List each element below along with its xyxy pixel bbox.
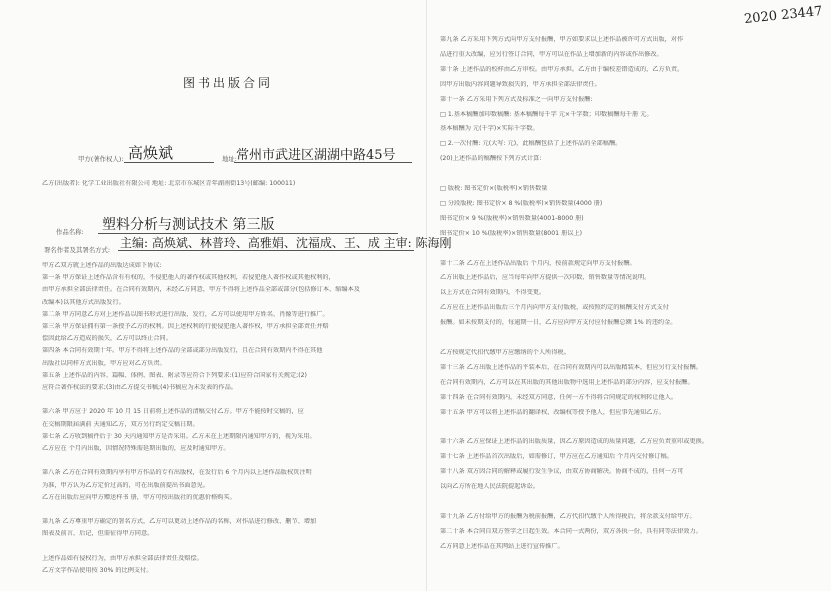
party-a-signature: 高焕斌 xyxy=(128,144,174,162)
paragraph-line: □ 版税: 图书定价×(版税率)×销售数量 xyxy=(440,185,548,192)
paragraph-line: 甲方乙双方就上述作品的出版达成如下协议: xyxy=(42,262,162,269)
paragraph-line: 第八条 乙方在合同有效期内享有甲方作品的专有出版权，在发行后 6 个月内以上述作品版权页注明 xyxy=(42,469,312,477)
paragraph-line: 第六条 甲方应于 2020 年 10 月 15 日前将上述作品的清稿交付乙方。甲方不能按时交稿的，应 xyxy=(42,408,304,416)
paragraph-line: 第十三条 乙方出版上述作品的平装本后，在合同有效期内可以出版精装本，但应另行支付报酬。 xyxy=(440,363,702,371)
paragraph-line: 第一条 甲方保证上述作品含有有权的，不侵犯他人的著作权或其他权利，若侵犯他人著作权或其他权利的， xyxy=(42,274,335,282)
paragraph-line: 第四条 本合同有效期十年。甲方不得将上述作品的全部或部分出版发行，且在合同有效期内不得在其他 xyxy=(42,347,323,355)
authors-underline xyxy=(118,250,414,251)
paragraph-line: 第十一条 乙方采用下列方式及标准之一向甲方支付报酬: xyxy=(440,95,593,103)
paragraph-line: 以向乙方所在地人民法院提起诉讼。 xyxy=(440,483,539,490)
paragraph-line: 基本稿酬为 元(千字)×实际千字数。 xyxy=(440,125,539,133)
paragraph-line: 报酬。如未按期支付的，每逾期一日，乙方应向甲方支付应付报酬总额 1% 的违约金。 xyxy=(440,319,677,327)
paragraph-line: □ 2.一次付酬: 元(大写: 元)，此稿酬包括了上述作品的全部稿酬。 xyxy=(440,140,622,148)
paragraph-line: 第五条 上述作品的内容、篇幅、体例、图表、附录等应符合下列要求:(1)应符合国家有关规定;(2) xyxy=(42,371,307,379)
paragraph-line: 第十条 上述作品的校样由乙方审校。由甲方承担。乙方由于编校差错造成的，乙方负责。 xyxy=(440,65,684,73)
paragraph-line: 为准，甲方认为乙方定价过高的，可在出版前提出书面意见。 xyxy=(42,481,210,489)
paragraph-line: 第九条 乙方尊重甲方确定的署名方式，乙方可以更动上述作品的名称，对作品进行修改、删节、增加 xyxy=(42,518,317,526)
paragraph-line: 偿因此给乙方造成的损失，乙方可以终止合同。 xyxy=(42,335,172,343)
paragraph-line: 应符合著作权法的要求;(3)由乙方提交书稿;(4)书稿应为未发表的作品。 xyxy=(42,384,237,391)
paragraph-line: 乙方同意上述作品在其网站上进行宣传推广。 xyxy=(440,542,564,550)
paragraph-line: 第十二条 乙方在上述作品出版后 个月内，按前款规定向甲方支付报酬。 xyxy=(440,259,636,267)
paragraph-line: 在交稿期限届满前 天通知乙方，双方另行约定交稿日期。 xyxy=(42,420,199,428)
party-a-address: 常州市武进区湖湖中路45号 xyxy=(236,148,396,163)
book-title: 塑料分析与测试技术 第三版 xyxy=(102,217,275,233)
paragraph-line: 图表及前言、后记，但需征得甲方同意。 xyxy=(42,530,154,538)
paragraph-line: 改编本)以其他方式出版发行。 xyxy=(42,298,125,306)
paragraph-line: 因甲方出版内容问题导致损失的，甲方承担全部法律责任。 xyxy=(440,80,601,88)
paragraph-line: 乙方应在 个月内出版，因情况特殊需延期出版的，应及时通知甲方。 xyxy=(42,445,230,452)
page-fold xyxy=(426,0,427,591)
book-title-label: 作品名称: xyxy=(56,228,84,236)
paragraph-line: 第十五条 甲方可以将上述作品的翻译权、改编权等授予他人，但应事先通知乙方。 xyxy=(440,408,665,416)
paragraph-line: 以上方式在合同有效期内，不得变更。 xyxy=(440,289,546,297)
paragraph-line: 第二十条 本合同自双方签字之日起生效。本合同一式两份，双方各执一份，具有同等法律效力。 xyxy=(440,527,702,535)
paragraph-line: 在合同有效期内，乙方可以在其出版的其他出版物中选用上述作品的部分内容，应支付报酬。 xyxy=(440,378,694,386)
paragraph-line: 第九条 乙方采用下列方式向甲方支付报酬，甲方如要求以上述作品被许可方式出版，对作 xyxy=(440,36,684,43)
paragraph-line: 由甲方承担全部法律责任。在合同有效期内，未经乙方同意，甲方不得将上述作品全部或部分(包括修订本、缩编本及 xyxy=(42,286,360,294)
paragraph-line: 乙方文字作品使用按 30% 的比例支付。 xyxy=(42,567,153,574)
paragraph-line: 第三条 甲方保证拥有第一条授予乙方的权利。因上述权利的行使侵犯他人著作权，甲方承担全部责任并赔 xyxy=(42,323,329,330)
document-number: 2020 23447 xyxy=(743,3,824,28)
contract-title: 图书出版合同 xyxy=(182,76,273,90)
paragraph-line: 第十六条 乙方应保证上述作品的出版质量，因乙方原因造成的质量问题，乙方应负责重印或更换。 xyxy=(440,438,709,446)
paragraph-line: 品进行重大改编，应另行签订合同，甲方可以在作品上增加新的内容或作出修改。 xyxy=(440,50,663,58)
paragraph-line: 乙方出版上述作品后，应当每年向甲方提供一次印数、销售数量等情况说明。 xyxy=(440,274,651,282)
paragraph-line: □ 1.基本稿酬加印数稿酬: 基本稿酬每千字 元×千字数；印数稿酬每千册 元。 xyxy=(440,110,653,118)
paragraph-line: 乙方按规定代扣代缴甲方应缴纳的个人所得税。 xyxy=(440,348,570,356)
authors-label: 署名作者及其署名方式: xyxy=(44,246,111,254)
paragraph-line: 第二条 甲方同意乙方对上述作品以图书形式进行出版、发行，乙方可以使用甲方姓名、肖像等进行推广。 xyxy=(42,310,329,318)
party-b-line: 乙方(出版者): 化学工业出版社有限公司 地址: 北京市东城区青年湖南街13号(邮编: 100011) xyxy=(42,180,296,187)
paragraph-line: 乙方在出版后应向甲方赠送样书 册，甲方可按出版社的优惠价格购买。 xyxy=(42,493,236,501)
authors: 主编: 高焕斌、林普玲、高雅娟、沈福成、王、成 主审: 陈海刚 xyxy=(120,236,452,250)
paragraph-line: 第十八条 双方因合同的解释或履行发生争议，由双方协商解决。协商不成的，任何一方可 xyxy=(440,468,684,476)
paragraph-line: 图书定价× 10 %(版税率)×销售数量(8001 册以上) xyxy=(440,229,583,237)
paragraph-line: 第十九条 乙方付给甲方的报酬为税前报酬，乙方代扣代缴个人所得税后，将余款支付给甲方。 xyxy=(440,512,696,520)
paragraph-line: 第十七条 上述作品首次出版后，如需修订，甲方应在乙方通知后 个月内交付修订稿。 xyxy=(440,453,673,461)
party-a-label: 甲方(著作权人): xyxy=(78,155,124,163)
paragraph-line: □ 分段版税: 图书定价× 8 %(版税率)×销售数量(4000 册) xyxy=(440,199,603,207)
paragraph-line: 图书定价× 9 %(版税率)×销售数量(4001-8000 册) xyxy=(440,214,584,222)
paragraph-line: 乙方应在上述作品出版后三个月内向甲方支付版税，或按照约定的稿酬支付方式支付 xyxy=(440,304,669,312)
party-a-address-underline xyxy=(234,162,412,163)
paragraph-line: 第十四条 在合同有效期内，未经双方同意，任何一方不得将合同规定的权利转让他人。 xyxy=(440,393,678,401)
paragraph-line: 出版社以同样方式出版，甲方应对乙方负责。 xyxy=(42,359,166,367)
party-a-address-label: 地址: xyxy=(222,155,237,163)
paragraph-line: 上述作品如有侵权行为，由甲方承担全部法律责任及赔偿。 xyxy=(42,554,203,562)
paragraph-line: 第七条 乙方收到稿件后于 30 天内通知甲方是否采用。乙方未在上述期限内通知甲方的，视为采用。 xyxy=(42,432,316,440)
paragraph-line: (20)上述作品的稿酬按下列方式计算: xyxy=(440,155,542,163)
party-a-underline xyxy=(124,162,214,163)
